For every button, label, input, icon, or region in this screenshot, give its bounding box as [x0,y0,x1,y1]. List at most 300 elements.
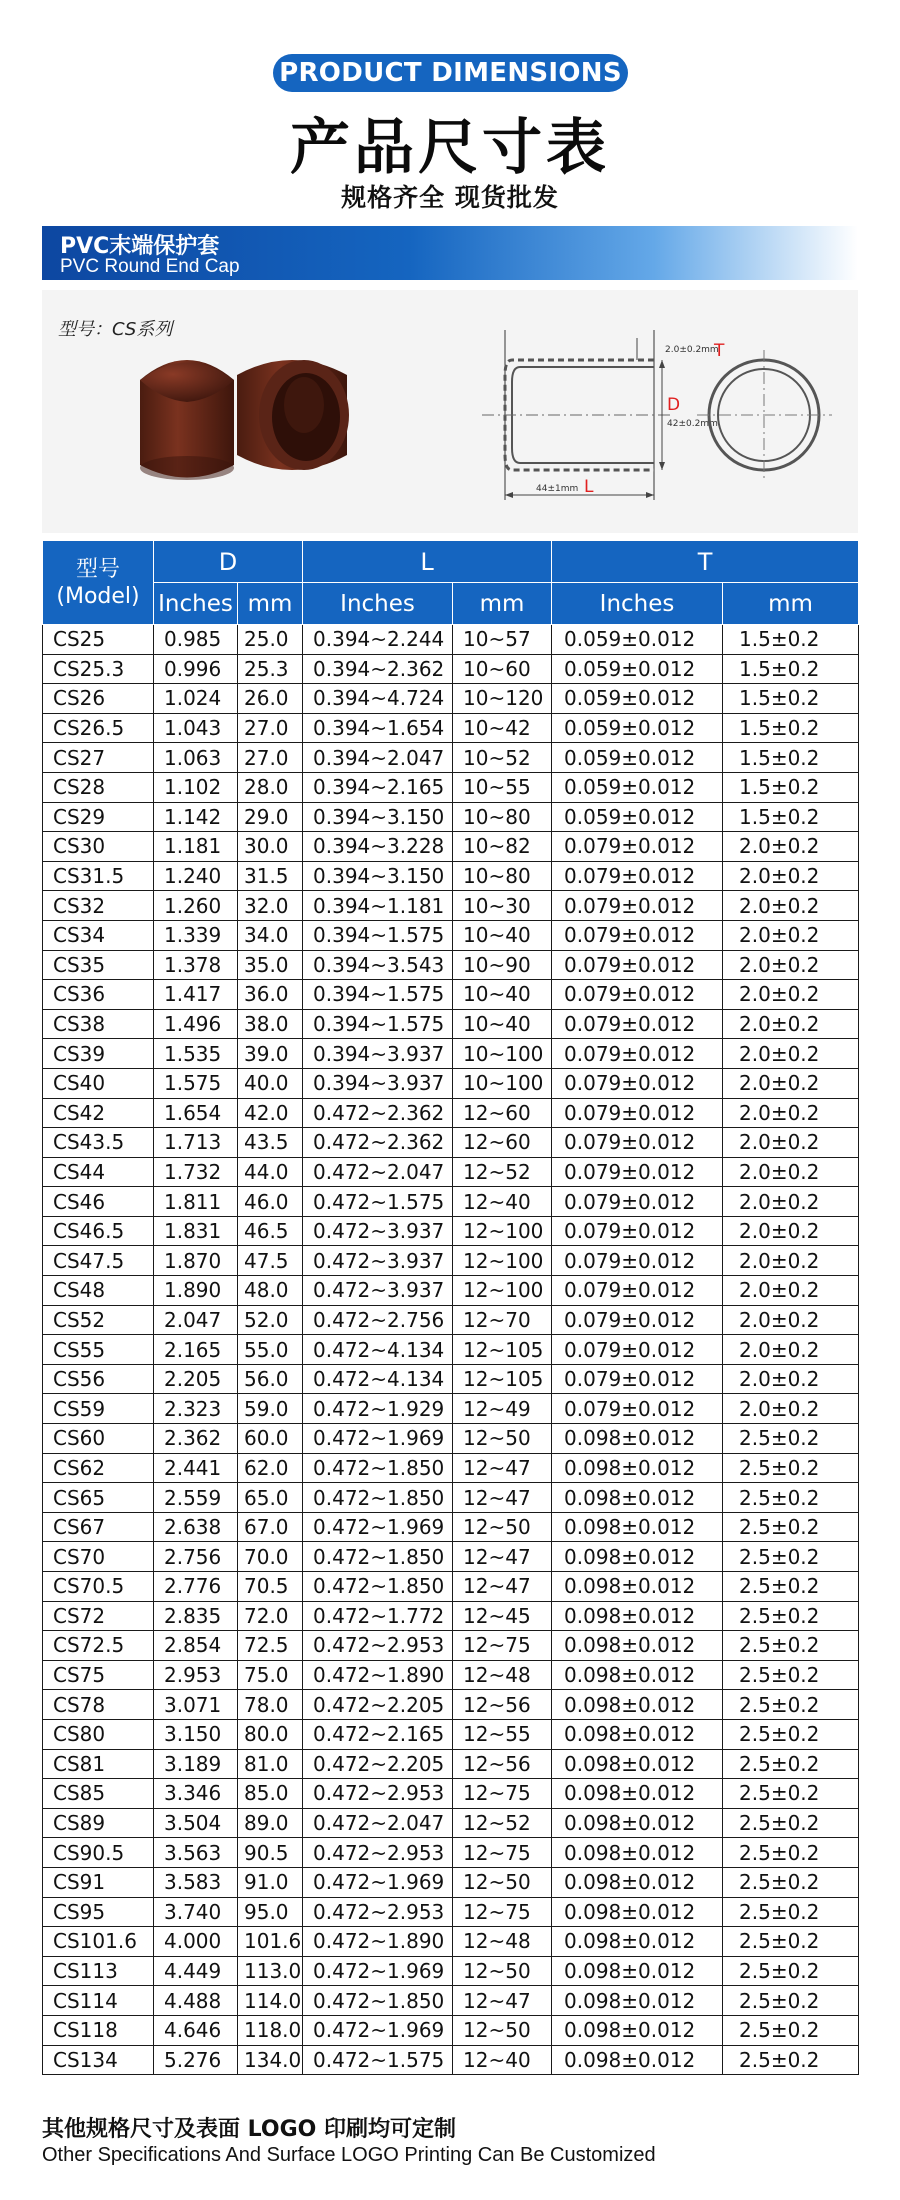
thickness-inches-cell: 0.098±0.012 [552,1453,723,1483]
thickness-mm-cell: 2.5±0.2 [723,1897,859,1927]
thickness-inches-cell: 0.079±0.012 [552,1128,723,1158]
length-inches-cell: 0.394~2.165 [303,772,453,802]
diameter-mm-cell: 81.0 [238,1749,303,1779]
thickness-inches-cell: 0.059±0.012 [552,625,723,655]
table-row [43,654,859,684]
thickness-inches-cell: 0.098±0.012 [552,1838,723,1868]
length-inches-cell: 0.472~4.134 [303,1364,453,1394]
thickness-mm-cell: 2.5±0.2 [723,1424,859,1454]
table-row [43,1305,859,1335]
thickness-mm-cell: 2.0±0.2 [723,1039,859,1069]
thickness-mm-cell: 2.0±0.2 [723,1098,859,1128]
length-mm-cell: 10~57 [453,625,552,655]
thickness-inches-cell: 0.098±0.012 [552,1483,723,1513]
length-inches-cell: 0.472~1.850 [303,1483,453,1513]
length-mm-cell: 10~90 [453,950,552,980]
length-inches-cell: 0.394~3.543 [303,950,453,980]
length-inches-header: Inches [303,583,453,625]
diameter-inches-cell: 4.000 [154,1927,238,1957]
length-inches-cell: 0.472~4.134 [303,1335,453,1365]
diameter-mm-cell: 70.5 [238,1572,303,1602]
thickness-mm-header: mm [723,583,859,625]
diameter-dimension: 42±0.2mm [667,419,718,429]
table-row [43,1779,859,1809]
length-inches-cell: 0.472~2.953 [303,1779,453,1809]
length-mm-cell: 12~70 [453,1305,552,1335]
product-name-cn: PVC末端保护套 [60,234,220,259]
diameter-inches-cell: 2.559 [154,1483,238,1513]
length-mm-cell: 12~100 [453,1246,552,1276]
thickness-mm-cell: 2.0±0.2 [723,1276,859,1306]
length-mm-cell: 12~75 [453,1897,552,1927]
diameter-inches-cell: 4.488 [154,1986,238,2016]
table-row [43,1867,859,1897]
length-inches-cell: 0.472~1.850 [303,1572,453,1602]
thickness-mm-cell: 2.5±0.2 [723,1572,859,1602]
length-inches-cell: 0.394~4.724 [303,684,453,714]
length-mm-cell: 12~50 [453,1512,552,1542]
length-mm-cell: 10~40 [453,980,552,1010]
table-row [43,861,859,891]
thickness-mm-cell: 2.0±0.2 [723,832,859,862]
model-cell: CS70.5 [43,1572,154,1602]
diameter-mm-cell: 25.3 [238,654,303,684]
thickness-mm-cell: 2.5±0.2 [723,1542,859,1572]
thickness-inches-cell: 0.098±0.012 [552,1808,723,1838]
diameter-mm-cell: 70.0 [238,1542,303,1572]
table-row [43,1068,859,1098]
thickness-mm-cell: 1.5±0.2 [723,802,859,832]
table-row [43,832,859,862]
table-row [43,772,859,802]
diameter-inches-cell: 1.575 [154,1068,238,1098]
thickness-mm-cell: 2.5±0.2 [723,1927,859,1957]
product-name-en: PVC Round End Cap [60,256,240,277]
thickness-inches-cell: 0.098±0.012 [552,1424,723,1454]
thickness-mm-cell: 2.5±0.2 [723,1660,859,1690]
length-inches-cell: 0.472~2.953 [303,1631,453,1661]
diameter-inches-cell: 2.953 [154,1660,238,1690]
thickness-mm-cell: 2.5±0.2 [723,1719,859,1749]
page-subtitle: 规格齐全 现货批发 [341,183,559,212]
diameter-mm-cell: 46.0 [238,1187,303,1217]
model-cell: CS26 [43,684,154,714]
table-row [43,1128,859,1158]
diameter-inches-cell: 2.854 [154,1631,238,1661]
length-mm-cell: 10~40 [453,1009,552,1039]
length-mm-cell: 10~42 [453,713,552,743]
table-row [43,1601,859,1631]
diameter-mm-cell: 29.0 [238,802,303,832]
thickness-mm-cell: 2.5±0.2 [723,1483,859,1513]
thickness-inches-cell: 0.098±0.012 [552,1956,723,1986]
diameter-mm-cell: 56.0 [238,1364,303,1394]
dimensions-table-body [43,625,859,2075]
length-mm-cell: 12~47 [453,1483,552,1513]
length-inches-cell: 0.472~3.937 [303,1246,453,1276]
thickness-dimension: 2.0±0.2mm [665,345,719,355]
thickness-mm-cell: 2.5±0.2 [723,1808,859,1838]
model-cell: CS39 [43,1039,154,1069]
model-cell: CS101.6 [43,1927,154,1957]
diameter-mm-cell: 47.5 [238,1246,303,1276]
diameter-mm-cell: 34.0 [238,920,303,950]
length-mm-cell: 12~105 [453,1364,552,1394]
thickness-inches-cell: 0.059±0.012 [552,654,723,684]
length-mm-cell: 12~47 [453,1453,552,1483]
model-header-en: (Model) [56,583,140,609]
model-header-cn: 型号 [75,556,120,582]
thickness-mm-cell: 2.5±0.2 [723,1749,859,1779]
diameter-mm-cell: 27.0 [238,743,303,773]
table-row [43,1335,859,1365]
table-row [43,2045,859,2075]
thickness-inches-cell: 0.059±0.012 [552,713,723,743]
end-cap-open-image [237,360,349,470]
model-cell: CS67 [43,1512,154,1542]
diameter-mm-cell: 27.0 [238,713,303,743]
model-cell: CS85 [43,1779,154,1809]
length-inches-cell: 0.472~1.969 [303,1512,453,1542]
thickness-mm-cell: 2.0±0.2 [723,980,859,1010]
diameter-letter: D [667,395,681,415]
length-inches-cell: 0.472~1.575 [303,1187,453,1217]
diameter-mm-cell: 113.0 [238,1956,303,1986]
length-mm-cell: 10~100 [453,1068,552,1098]
thickness-inches-cell: 0.079±0.012 [552,1276,723,1306]
diameter-mm-cell: 31.5 [238,861,303,891]
diameter-mm-cell: 46.5 [238,1216,303,1246]
table-row [43,980,859,1010]
diameter-inches-cell: 1.142 [154,802,238,832]
thickness-mm-cell: 2.0±0.2 [723,1009,859,1039]
diameter-mm-cell: 32.0 [238,891,303,921]
table-row [43,1098,859,1128]
product-figure [42,290,858,533]
table-row [43,1009,859,1039]
diameter-inches-cell: 1.260 [154,891,238,921]
length-inches-cell: 0.472~2.205 [303,1749,453,1779]
diameter-mm-cell: 30.0 [238,832,303,862]
table-row [43,1453,859,1483]
diameter-mm-header: mm [238,583,303,625]
thickness-mm-cell: 2.5±0.2 [723,1601,859,1631]
thickness-mm-cell: 2.0±0.2 [723,1364,859,1394]
length-mm-cell: 10~80 [453,802,552,832]
model-cell: CS48 [43,1276,154,1306]
thickness-inches-cell: 0.079±0.012 [552,980,723,1010]
table-row [43,1039,859,1069]
length-inches-cell: 0.472~2.205 [303,1690,453,1720]
thickness-inches-header: Inches [552,583,723,625]
thickness-inches-cell: 0.098±0.012 [552,1572,723,1602]
model-cell: CS113 [43,1956,154,1986]
diameter-inches-cell: 4.646 [154,2015,238,2045]
thickness-inches-cell: 0.098±0.012 [552,2015,723,2045]
model-cell: CS65 [43,1483,154,1513]
diameter-inches-cell: 2.323 [154,1394,238,1424]
length-inches-cell: 0.394~3.937 [303,1068,453,1098]
diameter-inches-cell: 2.165 [154,1335,238,1365]
thickness-group-header: T [552,541,859,583]
thickness-mm-cell: 1.5±0.2 [723,654,859,684]
diameter-inches-cell: 2.776 [154,1572,238,1602]
diameter-inches-cell: 1.831 [154,1216,238,1246]
model-cell: CS42 [43,1098,154,1128]
model-cell: CS89 [43,1808,154,1838]
table-row [43,1749,859,1779]
length-letter: L [584,477,594,497]
diameter-inches-cell: 1.181 [154,832,238,862]
length-inches-cell: 0.472~2.165 [303,1719,453,1749]
thickness-mm-cell: 2.0±0.2 [723,1157,859,1187]
product-dimensions-badge: PRODUCT DIMENSIONS [273,54,628,92]
length-inches-cell: 0.472~2.047 [303,1157,453,1187]
diameter-inches-cell: 1.417 [154,980,238,1010]
length-mm-cell: 12~75 [453,1631,552,1661]
length-mm-cell: 12~52 [453,1157,552,1187]
table-row [43,1512,859,1542]
length-inches-cell: 0.472~1.772 [303,1601,453,1631]
diameter-inches-cell: 2.638 [154,1512,238,1542]
thickness-mm-cell: 2.0±0.2 [723,861,859,891]
diameter-inches-cell: 3.583 [154,1867,238,1897]
table-row [43,1956,859,1986]
model-cell: CS44 [43,1157,154,1187]
thickness-inches-cell: 0.098±0.012 [552,1867,723,1897]
diameter-mm-cell: 78.0 [238,1690,303,1720]
diameter-mm-cell: 62.0 [238,1453,303,1483]
model-cell: CS118 [43,2015,154,2045]
length-mm-cell: 10~80 [453,861,552,891]
thickness-inches-cell: 0.059±0.012 [552,772,723,802]
thickness-letter: T [714,341,725,361]
thickness-mm-cell: 1.5±0.2 [723,625,859,655]
length-mm-cell: 12~100 [453,1216,552,1246]
model-cell: CS60 [43,1424,154,1454]
model-cell: CS25.3 [43,654,154,684]
diameter-inches-cell: 2.756 [154,1542,238,1572]
diameter-mm-cell: 90.5 [238,1838,303,1868]
length-mm-cell: 10~52 [453,743,552,773]
length-inches-cell: 0.394~1.575 [303,920,453,950]
diameter-mm-cell: 134.0 [238,2045,303,2075]
thickness-inches-cell: 0.079±0.012 [552,1394,723,1424]
diameter-inches-header: Inches [154,583,238,625]
table-row [43,1483,859,1513]
diameter-mm-cell: 43.5 [238,1128,303,1158]
diameter-mm-cell: 60.0 [238,1424,303,1454]
length-mm-cell: 12~40 [453,2045,552,2075]
diameter-mm-cell: 55.0 [238,1335,303,1365]
length-inches-cell: 0.394~3.228 [303,832,453,862]
length-inches-cell: 0.472~2.953 [303,1897,453,1927]
length-mm-cell: 12~56 [453,1690,552,1720]
length-mm-cell: 10~82 [453,832,552,862]
customization-note-en: Other Specifications And Surface LOGO Printing Can Be Customized [42,2144,656,2166]
diameter-mm-cell: 39.0 [238,1039,303,1069]
thickness-mm-cell: 2.0±0.2 [723,1305,859,1335]
model-cell: CS62 [43,1453,154,1483]
diameter-inches-cell: 3.740 [154,1897,238,1927]
length-inches-cell: 0.394~3.150 [303,802,453,832]
thickness-inches-cell: 0.098±0.012 [552,1660,723,1690]
thickness-mm-cell: 2.0±0.2 [723,1187,859,1217]
diameter-mm-cell: 91.0 [238,1867,303,1897]
length-group-header: L [303,541,552,583]
diameter-mm-cell: 80.0 [238,1719,303,1749]
diameter-mm-cell: 38.0 [238,1009,303,1039]
length-inches-cell: 0.394~3.937 [303,1039,453,1069]
diameter-inches-cell: 1.378 [154,950,238,980]
thickness-mm-cell: 2.0±0.2 [723,1335,859,1365]
thickness-mm-cell: 2.5±0.2 [723,1986,859,2016]
diameter-mm-cell: 75.0 [238,1660,303,1690]
thickness-inches-cell: 0.059±0.012 [552,802,723,832]
length-mm-cell: 12~105 [453,1335,552,1365]
thickness-inches-cell: 0.079±0.012 [552,1068,723,1098]
diameter-inches-cell: 1.063 [154,743,238,773]
length-mm-cell: 12~48 [453,1927,552,1957]
length-inches-cell: 0.394~1.181 [303,891,453,921]
diameter-inches-cell: 1.496 [154,1009,238,1039]
length-mm-header: mm [453,583,552,625]
table-row [43,1719,859,1749]
diameter-inches-cell: 1.732 [154,1157,238,1187]
side-view-drawing [482,330,672,500]
thickness-mm-cell: 1.5±0.2 [723,684,859,714]
length-mm-cell: 12~49 [453,1394,552,1424]
length-inches-cell: 0.394~2.362 [303,654,453,684]
length-inches-cell: 0.394~3.150 [303,861,453,891]
thickness-inches-cell: 0.079±0.012 [552,891,723,921]
length-inches-cell: 0.472~1.850 [303,1453,453,1483]
length-mm-cell: 12~47 [453,1542,552,1572]
table-row [43,1690,859,1720]
length-mm-cell: 12~50 [453,1867,552,1897]
diameter-mm-cell: 26.0 [238,684,303,714]
thickness-mm-cell: 2.5±0.2 [723,1453,859,1483]
table-row [43,1246,859,1276]
diameter-inches-cell: 1.811 [154,1187,238,1217]
table-row [43,802,859,832]
length-inches-cell: 0.472~1.969 [303,1424,453,1454]
length-inches-cell: 0.394~1.575 [303,980,453,1010]
thickness-mm-cell: 2.0±0.2 [723,950,859,980]
length-mm-cell: 10~40 [453,920,552,950]
diameter-inches-cell: 4.449 [154,1956,238,1986]
thickness-inches-cell: 0.079±0.012 [552,950,723,980]
table-row [43,1216,859,1246]
model-cell: CS72 [43,1601,154,1631]
model-cell: CS114 [43,1986,154,2016]
model-cell: CS29 [43,802,154,832]
diameter-inches-cell: 3.071 [154,1690,238,1720]
length-inches-cell: 0.394~2.244 [303,625,453,655]
table-row [43,684,859,714]
diameter-inches-cell: 3.504 [154,1808,238,1838]
length-mm-cell: 12~75 [453,1779,552,1809]
product-banner [42,226,858,280]
model-cell: CS59 [43,1394,154,1424]
length-inches-cell: 0.472~1.890 [303,1927,453,1957]
diameter-mm-cell: 36.0 [238,980,303,1010]
diameter-mm-cell: 35.0 [238,950,303,980]
length-mm-cell: 12~50 [453,1956,552,1986]
length-inches-cell: 0.394~1.575 [303,1009,453,1039]
thickness-mm-cell: 2.5±0.2 [723,1631,859,1661]
model-cell: CS40 [43,1068,154,1098]
table-row [43,950,859,980]
diameter-mm-cell: 28.0 [238,772,303,802]
dimensions-table [42,540,859,2075]
model-cell: CS56 [43,1364,154,1394]
table-row [43,713,859,743]
diameter-mm-cell: 42.0 [238,1098,303,1128]
diameter-inches-cell: 3.150 [154,1719,238,1749]
thickness-inches-cell: 0.098±0.012 [552,1897,723,1927]
length-mm-cell: 12~48 [453,1660,552,1690]
length-inches-cell: 0.472~2.362 [303,1098,453,1128]
thickness-inches-cell: 0.059±0.012 [552,743,723,773]
diameter-mm-cell: 72.0 [238,1601,303,1631]
length-mm-cell: 12~50 [453,2015,552,2045]
thickness-inches-cell: 0.079±0.012 [552,1187,723,1217]
diameter-inches-cell: 1.535 [154,1039,238,1069]
diameter-mm-cell: 101.6 [238,1927,303,1957]
thickness-mm-cell: 2.5±0.2 [723,1867,859,1897]
thickness-inches-cell: 0.098±0.012 [552,1542,723,1572]
model-cell: CS38 [43,1009,154,1039]
table-row [43,1572,859,1602]
customization-note-cn: 其他规格尺寸及表面 LOGO 印刷均可定制 [42,2117,457,2142]
thickness-inches-cell: 0.098±0.012 [552,2045,723,2075]
model-cell: CS70 [43,1542,154,1572]
diameter-inches-cell: 1.713 [154,1128,238,1158]
model-cell: CS134 [43,2045,154,2075]
length-mm-cell: 12~47 [453,1986,552,2016]
thickness-inches-cell: 0.098±0.012 [552,1601,723,1631]
length-mm-cell: 12~100 [453,1276,552,1306]
table-row [43,1631,859,1661]
length-mm-cell: 10~55 [453,772,552,802]
diameter-mm-cell: 59.0 [238,1394,303,1424]
thickness-inches-cell: 0.079±0.012 [552,920,723,950]
page-title: 产品尺寸表 [290,113,610,183]
length-inches-cell: 0.472~1.850 [303,1542,453,1572]
length-inches-cell: 0.472~2.047 [303,1808,453,1838]
thickness-mm-cell: 2.5±0.2 [723,1779,859,1809]
thickness-inches-cell: 0.059±0.012 [552,684,723,714]
diameter-mm-cell: 67.0 [238,1512,303,1542]
model-cell: CS55 [43,1335,154,1365]
length-inches-cell: 0.472~1.850 [303,1986,453,2016]
length-mm-cell: 12~45 [453,1601,552,1631]
model-series-label: 型号：CS系列 [58,319,173,340]
thickness-inches-cell: 0.098±0.012 [552,1631,723,1661]
table-row [43,1986,859,2016]
length-inches-cell: 0.472~1.890 [303,1660,453,1690]
model-cell: CS36 [43,980,154,1010]
thickness-inches-cell: 0.079±0.012 [552,1364,723,1394]
diameter-mm-cell: 65.0 [238,1483,303,1513]
model-cell: CS30 [43,832,154,862]
thickness-inches-cell: 0.098±0.012 [552,1690,723,1720]
diameter-mm-cell: 40.0 [238,1068,303,1098]
length-mm-cell: 12~40 [453,1187,552,1217]
diameter-mm-cell: 44.0 [238,1157,303,1187]
table-row [43,1897,859,1927]
